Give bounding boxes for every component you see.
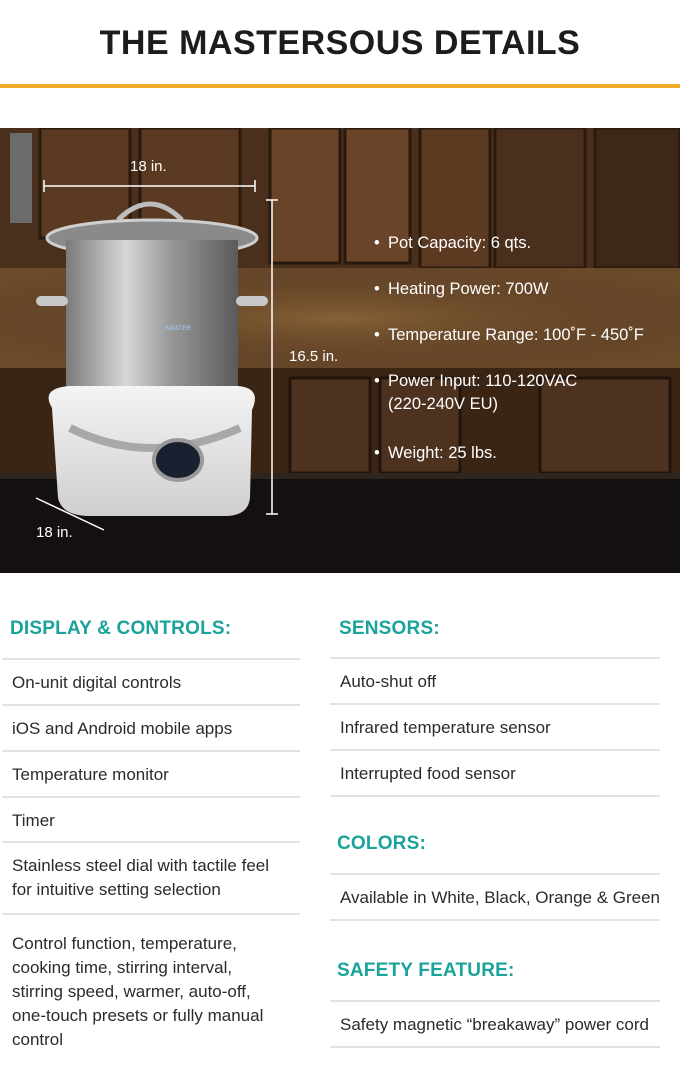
depth-dimension-label: 18 in. bbox=[36, 524, 73, 541]
bullet-icon: • bbox=[374, 372, 380, 390]
spec-item: • Weight: 25 lbs. bbox=[374, 442, 497, 465]
list-item: Auto-shut off bbox=[330, 657, 660, 703]
list-item: Infrared temperature sensor bbox=[330, 703, 660, 749]
spec-item: • Pot Capacity: 6 qts. bbox=[374, 232, 531, 255]
bullet-icon: • bbox=[374, 326, 380, 344]
list-item: Control function, temperature, cooking time, stirring interval, stirring speed, warmer, auto-off, one-touch presets or fully manual control bbox=[2, 913, 300, 1053]
list-item: Temperature monitor bbox=[2, 750, 300, 796]
list-item: Stainless steel dial with tactile feel for intuitive setting selection bbox=[2, 841, 300, 913]
display-brand-label: MASTER bbox=[166, 326, 192, 332]
bullet-icon: • bbox=[374, 444, 380, 462]
list-item: Safety magnetic “breakaway” power cord bbox=[330, 1000, 660, 1048]
bullet-icon: • bbox=[374, 234, 380, 252]
list-item: iOS and Android mobile apps bbox=[2, 704, 300, 750]
safety-heading: SAFETY FEATURE: bbox=[337, 960, 515, 981]
spec-item: • Power Input: 110-120VAC (220-240V EU) bbox=[374, 372, 578, 413]
sensors-heading: SENSORS: bbox=[339, 618, 440, 639]
height-dimension-label: 16.5 in. bbox=[289, 348, 339, 365]
page-title: THE MASTERSOUS DETAILS bbox=[99, 24, 581, 62]
spec-item: • Heating Power: 700W bbox=[374, 278, 549, 301]
spec-item: • Temperature Range: 100˚F - 450˚F bbox=[374, 324, 644, 347]
colors-heading: COLORS: bbox=[337, 833, 427, 854]
display-controls-heading: DISPLAY & CONTROLS: bbox=[10, 618, 232, 639]
kitchen-background bbox=[0, 128, 680, 573]
list-item: Available in White, Black, Orange & Green bbox=[330, 873, 660, 921]
bullet-icon: • bbox=[374, 280, 380, 298]
list-item: On-unit digital controls bbox=[2, 658, 300, 704]
title-underline bbox=[0, 84, 680, 88]
width-dimension-label: 18 in. bbox=[130, 158, 167, 175]
list-item: Timer bbox=[2, 796, 300, 841]
product-hero-image bbox=[0, 128, 680, 573]
list-item: Interrupted food sensor bbox=[330, 749, 660, 797]
